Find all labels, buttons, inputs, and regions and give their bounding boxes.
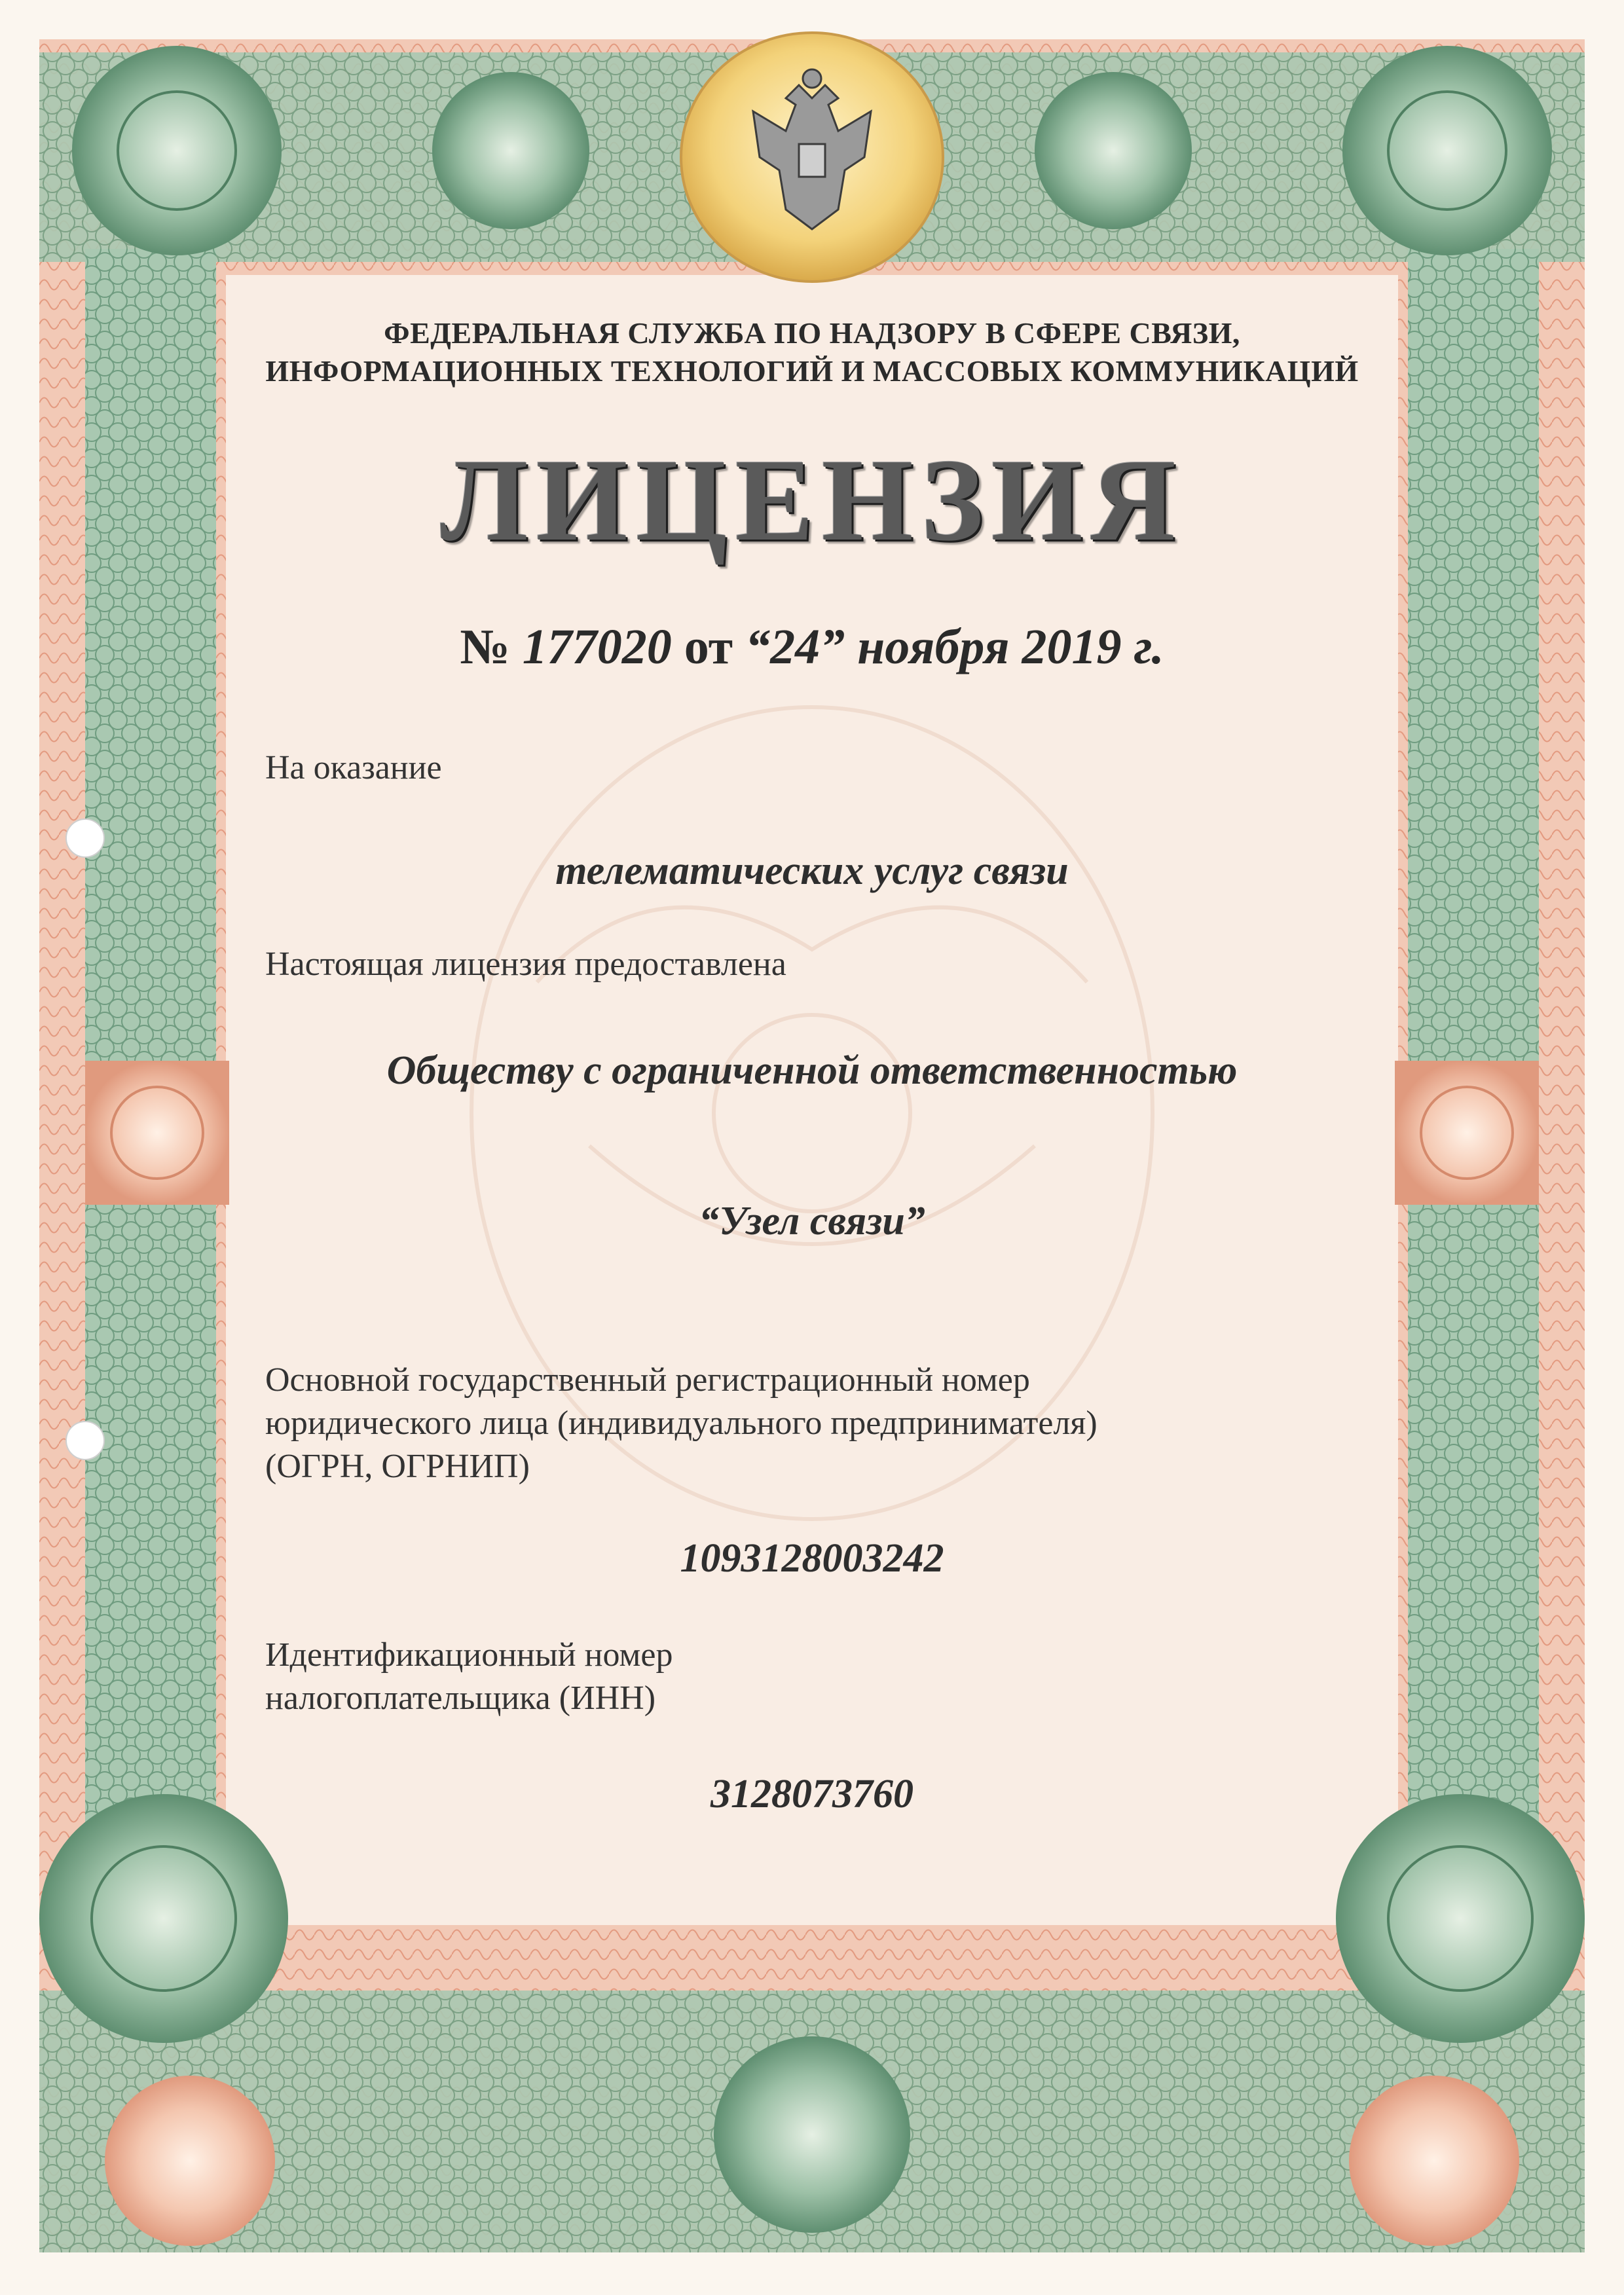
ogrn-label: Основной государственный регистрационный номер юридического лица (индивидуального предпринимателя) (ОГРН, ОГРНИП) <box>265 1361 1098 1485</box>
license-number-line <box>0 619 1624 676</box>
number-sign: № <box>460 619 510 674</box>
document-title: ЛИЦЕНЗИЯ <box>440 435 1184 565</box>
license-year-suffix: г. <box>1134 619 1164 674</box>
punch-hole-bottom <box>65 1421 105 1460</box>
double-headed-eagle-icon <box>714 59 910 255</box>
ogrn-value: 1093128003242 <box>680 1536 944 1581</box>
holder-label: Настоящая лицензия предоставлена <box>265 946 786 983</box>
license-day: “24” <box>745 619 845 674</box>
holder-name: “Узел связи” <box>699 1199 925 1243</box>
authority-line-1: ФЕДЕРАЛЬНАЯ СЛУЖБА ПО НАДЗОРУ В СФЕРЕ СВЯЗИ, <box>384 316 1240 350</box>
from-word: от <box>684 619 733 674</box>
service-label: На оказание <box>265 749 442 786</box>
license-number: 177020 <box>522 619 672 674</box>
inn-value: 3128073760 <box>710 1772 913 1816</box>
service-value: телематических услуг связи <box>555 849 1069 893</box>
holder-type: Обществу с ограниченной ответственностью <box>386 1048 1238 1093</box>
authority-line-2: ИНФОРМАЦИОННЫХ ТЕХНОЛОГИЙ И МАССОВЫХ КОММУНИКАЦИЙ <box>265 354 1359 388</box>
license-month-year: ноября 2019 <box>857 619 1122 674</box>
inn-label: Идентификационный номер налогоплательщика (ИНН) <box>265 1636 673 1717</box>
